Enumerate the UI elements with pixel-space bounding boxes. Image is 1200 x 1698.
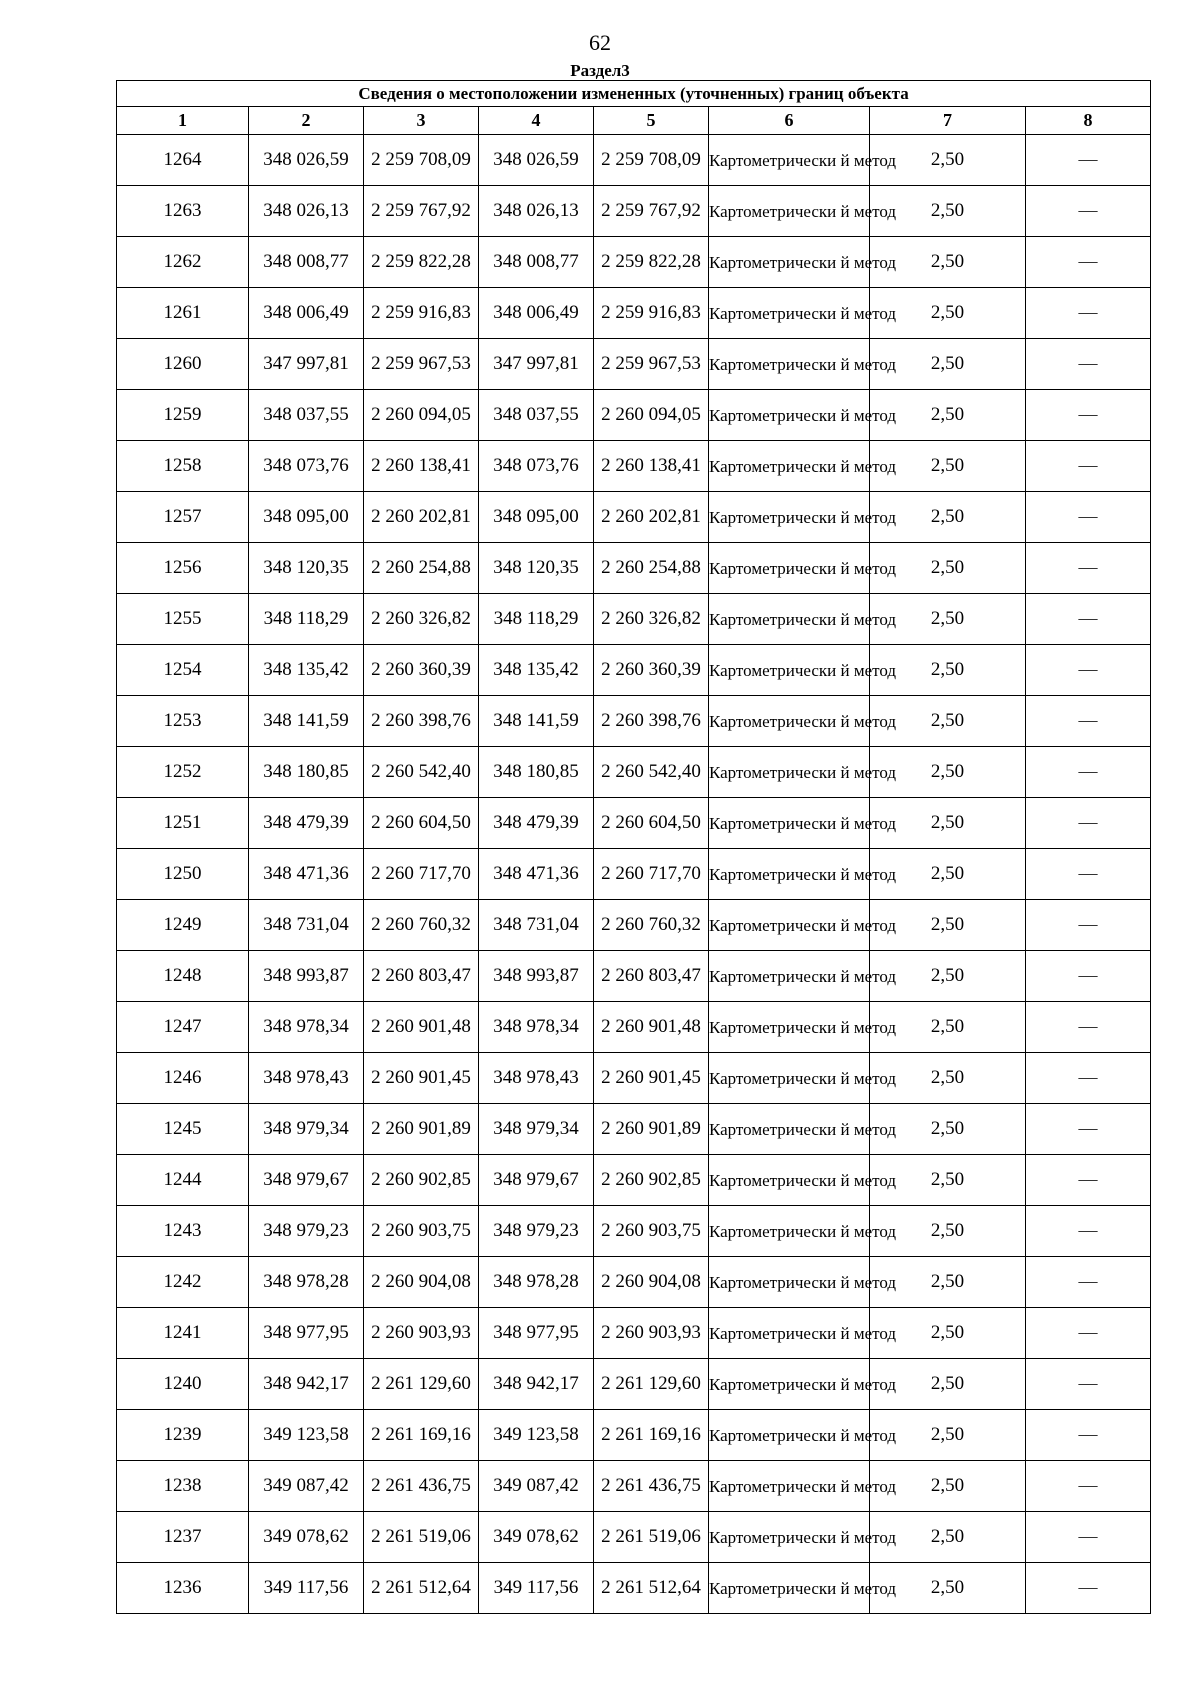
point-number-cell: 1262: [117, 237, 249, 288]
table-caption-row: [117, 81, 1151, 107]
y-refined-cell: 2 260 542,40: [594, 747, 709, 798]
x-existing-cell: 348 135,42: [249, 645, 364, 696]
y-existing-cell: 2 260 903,93: [364, 1308, 479, 1359]
precision-cell: 2,50: [870, 951, 1026, 1002]
method-cell: Картометрически й метод: [709, 492, 870, 543]
method-cell: Картометрически й метод: [709, 696, 870, 747]
table-row: [117, 492, 1151, 543]
x-refined-cell: 348 141,59: [479, 696, 594, 747]
table-row: [117, 594, 1151, 645]
method-cell: Картометрически й метод: [709, 1410, 870, 1461]
column-header: 2: [249, 107, 364, 135]
y-existing-cell: 2 259 767,92: [364, 186, 479, 237]
y-existing-cell: 2 261 129,60: [364, 1359, 479, 1410]
x-existing-cell: 348 120,35: [249, 543, 364, 594]
point-number-cell: 1260: [117, 339, 249, 390]
table-row: [117, 747, 1151, 798]
x-refined-cell: 348 073,76: [479, 441, 594, 492]
point-number-cell: 1237: [117, 1512, 249, 1563]
precision-cell: 2,50: [870, 492, 1026, 543]
y-existing-cell: 2 259 916,83: [364, 288, 479, 339]
note-cell: —: [1026, 339, 1151, 390]
y-existing-cell: 2 260 901,89: [364, 1104, 479, 1155]
x-refined-cell: 348 979,23: [479, 1206, 594, 1257]
y-refined-cell: 2 259 708,09: [594, 135, 709, 186]
note-cell: —: [1026, 1359, 1151, 1410]
x-refined-cell: 348 135,42: [479, 645, 594, 696]
table-row: [117, 1359, 1151, 1410]
precision-cell: 2,50: [870, 1257, 1026, 1308]
y-refined-cell: 2 261 169,16: [594, 1410, 709, 1461]
y-existing-cell: 2 260 542,40: [364, 747, 479, 798]
y-refined-cell: 2 260 202,81: [594, 492, 709, 543]
x-refined-cell: 348 942,17: [479, 1359, 594, 1410]
y-refined-cell: 2 261 519,06: [594, 1512, 709, 1563]
point-number-cell: 1256: [117, 543, 249, 594]
point-number-cell: 1261: [117, 288, 249, 339]
precision-cell: 2,50: [870, 798, 1026, 849]
note-cell: —: [1026, 492, 1151, 543]
table-row: [117, 1257, 1151, 1308]
note-cell: —: [1026, 1308, 1151, 1359]
table-body: [117, 135, 1151, 1614]
point-number-cell: 1244: [117, 1155, 249, 1206]
y-refined-cell: 2 260 903,93: [594, 1308, 709, 1359]
table-row: [117, 1206, 1151, 1257]
note-cell: —: [1026, 135, 1151, 186]
method-cell: Картометрически й метод: [709, 1053, 870, 1104]
x-existing-cell: 348 731,04: [249, 900, 364, 951]
note-cell: —: [1026, 288, 1151, 339]
point-number-cell: 1241: [117, 1308, 249, 1359]
column-header: 8: [1026, 107, 1151, 135]
precision-cell: 2,50: [870, 1104, 1026, 1155]
y-refined-cell: 2 259 822,28: [594, 237, 709, 288]
precision-cell: 2,50: [870, 1359, 1026, 1410]
column-header-row: [117, 107, 1151, 135]
y-refined-cell: 2 260 717,70: [594, 849, 709, 900]
table-row: [117, 390, 1151, 441]
point-number-cell: 1255: [117, 594, 249, 645]
page-number: 62: [589, 30, 611, 55]
method-cell: Картометрически й метод: [709, 1461, 870, 1512]
note-cell: —: [1026, 1563, 1151, 1614]
point-number-cell: 1252: [117, 747, 249, 798]
x-refined-cell: 348 008,77: [479, 237, 594, 288]
y-existing-cell: 2 260 138,41: [364, 441, 479, 492]
table-row: [117, 186, 1151, 237]
note-cell: —: [1026, 237, 1151, 288]
x-refined-cell: 348 026,13: [479, 186, 594, 237]
precision-cell: 2,50: [870, 594, 1026, 645]
y-refined-cell: 2 260 901,89: [594, 1104, 709, 1155]
table-row: [117, 237, 1151, 288]
x-existing-cell: 348 977,95: [249, 1308, 364, 1359]
table-caption: Сведения о местоположении измененных (уточненных) границ объекта: [117, 81, 1151, 107]
method-cell: Картометрически й метод: [709, 1155, 870, 1206]
method-cell: Картометрически й метод: [709, 900, 870, 951]
table-row: [117, 696, 1151, 747]
note-cell: —: [1026, 594, 1151, 645]
x-refined-cell: 348 979,67: [479, 1155, 594, 1206]
point-number-cell: 1263: [117, 186, 249, 237]
note-cell: —: [1026, 186, 1151, 237]
table-row: [117, 441, 1151, 492]
table-row: [117, 900, 1151, 951]
note-cell: —: [1026, 900, 1151, 951]
method-cell: Картометрически й метод: [709, 747, 870, 798]
note-cell: —: [1026, 543, 1151, 594]
x-existing-cell: 348 471,36: [249, 849, 364, 900]
y-refined-cell: 2 260 760,32: [594, 900, 709, 951]
method-cell: Картометрически й метод: [709, 1104, 870, 1155]
precision-cell: 2,50: [870, 645, 1026, 696]
point-number-cell: 1253: [117, 696, 249, 747]
point-number-cell: 1242: [117, 1257, 249, 1308]
y-existing-cell: 2 260 901,48: [364, 1002, 479, 1053]
x-existing-cell: 348 141,59: [249, 696, 364, 747]
y-existing-cell: 2 260 901,45: [364, 1053, 479, 1104]
note-cell: —: [1026, 1053, 1151, 1104]
note-cell: —: [1026, 645, 1151, 696]
table-row: [117, 288, 1151, 339]
point-number-cell: 1248: [117, 951, 249, 1002]
method-cell: Картометрически й метод: [709, 1308, 870, 1359]
point-number-cell: 1258: [117, 441, 249, 492]
note-cell: —: [1026, 951, 1151, 1002]
x-refined-cell: 348 993,87: [479, 951, 594, 1002]
precision-cell: 2,50: [870, 1155, 1026, 1206]
x-existing-cell: 348 993,87: [249, 951, 364, 1002]
method-cell: Картометрически й метод: [709, 441, 870, 492]
point-number-cell: 1251: [117, 798, 249, 849]
precision-cell: 2,50: [870, 1512, 1026, 1563]
y-existing-cell: 2 260 398,76: [364, 696, 479, 747]
x-existing-cell: 348 979,23: [249, 1206, 364, 1257]
note-cell: —: [1026, 1155, 1151, 1206]
method-cell: Картометрически й метод: [709, 339, 870, 390]
y-refined-cell: 2 260 604,50: [594, 798, 709, 849]
point-number-cell: 1245: [117, 1104, 249, 1155]
method-cell: Картометрически й метод: [709, 1563, 870, 1614]
x-existing-cell: 348 118,29: [249, 594, 364, 645]
method-cell: Картометрически й метод: [709, 798, 870, 849]
column-header: 3: [364, 107, 479, 135]
y-existing-cell: 2 260 760,32: [364, 900, 479, 951]
y-existing-cell: 2 260 094,05: [364, 390, 479, 441]
method-cell: Картометрически й метод: [709, 951, 870, 1002]
x-refined-cell: 348 026,59: [479, 135, 594, 186]
precision-cell: 2,50: [870, 543, 1026, 594]
note-cell: —: [1026, 441, 1151, 492]
x-refined-cell: 348 731,04: [479, 900, 594, 951]
x-refined-cell: 348 978,43: [479, 1053, 594, 1104]
method-cell: Картометрически й метод: [709, 645, 870, 696]
note-cell: —: [1026, 849, 1151, 900]
y-existing-cell: 2 261 512,64: [364, 1563, 479, 1614]
point-number-cell: 1264: [117, 135, 249, 186]
table-row: [117, 1104, 1151, 1155]
precision-cell: 2,50: [870, 441, 1026, 492]
precision-cell: 2,50: [870, 1563, 1026, 1614]
x-refined-cell: 348 095,00: [479, 492, 594, 543]
precision-cell: 2,50: [870, 1002, 1026, 1053]
y-existing-cell: 2 261 519,06: [364, 1512, 479, 1563]
note-cell: —: [1026, 1104, 1151, 1155]
y-refined-cell: 2 260 902,85: [594, 1155, 709, 1206]
note-cell: —: [1026, 1512, 1151, 1563]
x-existing-cell: 348 979,67: [249, 1155, 364, 1206]
x-refined-cell: 348 471,36: [479, 849, 594, 900]
table-row: [117, 1563, 1151, 1614]
y-refined-cell: 2 259 967,53: [594, 339, 709, 390]
precision-cell: 2,50: [870, 1461, 1026, 1512]
x-refined-cell: 348 037,55: [479, 390, 594, 441]
method-cell: Картометрически й метод: [709, 594, 870, 645]
method-cell: Картометрически й метод: [709, 288, 870, 339]
column-header: 7: [870, 107, 1026, 135]
y-existing-cell: 2 260 717,70: [364, 849, 479, 900]
x-refined-cell: 348 979,34: [479, 1104, 594, 1155]
y-refined-cell: 2 259 767,92: [594, 186, 709, 237]
note-cell: —: [1026, 1410, 1151, 1461]
table-row: [117, 339, 1151, 390]
y-existing-cell: 2 261 169,16: [364, 1410, 479, 1461]
y-refined-cell: 2 260 903,75: [594, 1206, 709, 1257]
x-existing-cell: 348 095,00: [249, 492, 364, 543]
table-row: [117, 1053, 1151, 1104]
y-existing-cell: 2 260 202,81: [364, 492, 479, 543]
y-refined-cell: 2 260 138,41: [594, 441, 709, 492]
precision-cell: 2,50: [870, 339, 1026, 390]
y-existing-cell: 2 260 326,82: [364, 594, 479, 645]
y-existing-cell: 2 260 360,39: [364, 645, 479, 696]
x-refined-cell: 348 118,29: [479, 594, 594, 645]
precision-cell: 2,50: [870, 135, 1026, 186]
method-cell: Картометрически й метод: [709, 849, 870, 900]
x-existing-cell: 348 942,17: [249, 1359, 364, 1410]
precision-cell: 2,50: [870, 747, 1026, 798]
precision-cell: 2,50: [870, 849, 1026, 900]
precision-cell: 2,50: [870, 186, 1026, 237]
y-existing-cell: 2 260 903,75: [364, 1206, 479, 1257]
table-row: [117, 849, 1151, 900]
table-row: [117, 1461, 1151, 1512]
method-cell: Картометрически й метод: [709, 1359, 870, 1410]
y-existing-cell: 2 260 604,50: [364, 798, 479, 849]
y-refined-cell: 2 261 512,64: [594, 1563, 709, 1614]
table-row: [117, 543, 1151, 594]
column-header: 6: [709, 107, 870, 135]
method-cell: Картометрически й метод: [709, 237, 870, 288]
note-cell: —: [1026, 696, 1151, 747]
section-title: Раздел3: [570, 61, 630, 80]
x-existing-cell: 348 008,77: [249, 237, 364, 288]
point-number-cell: 1247: [117, 1002, 249, 1053]
x-refined-cell: 349 087,42: [479, 1461, 594, 1512]
precision-cell: 2,50: [870, 390, 1026, 441]
point-number-cell: 1259: [117, 390, 249, 441]
y-refined-cell: 2 260 904,08: [594, 1257, 709, 1308]
note-cell: —: [1026, 1206, 1151, 1257]
x-refined-cell: 349 117,56: [479, 1563, 594, 1614]
precision-cell: 2,50: [870, 696, 1026, 747]
note-cell: —: [1026, 1257, 1151, 1308]
x-existing-cell: 348 479,39: [249, 798, 364, 849]
y-existing-cell: 2 259 967,53: [364, 339, 479, 390]
y-existing-cell: 2 260 902,85: [364, 1155, 479, 1206]
x-existing-cell: 349 123,58: [249, 1410, 364, 1461]
y-existing-cell: 2 261 436,75: [364, 1461, 479, 1512]
point-number-cell: 1240: [117, 1359, 249, 1410]
x-refined-cell: 348 180,85: [479, 747, 594, 798]
point-number-cell: 1249: [117, 900, 249, 951]
table-row: [117, 1308, 1151, 1359]
method-cell: Картометрически й метод: [709, 390, 870, 441]
y-existing-cell: 2 260 803,47: [364, 951, 479, 1002]
point-number-cell: 1246: [117, 1053, 249, 1104]
y-refined-cell: 2 260 326,82: [594, 594, 709, 645]
x-refined-cell: 348 978,28: [479, 1257, 594, 1308]
table-row: [117, 1512, 1151, 1563]
y-existing-cell: 2 260 904,08: [364, 1257, 479, 1308]
method-cell: Картометрически й метод: [709, 1512, 870, 1563]
point-number-cell: 1238: [117, 1461, 249, 1512]
x-existing-cell: 348 073,76: [249, 441, 364, 492]
y-refined-cell: 2 260 254,88: [594, 543, 709, 594]
point-number-cell: 1239: [117, 1410, 249, 1461]
y-refined-cell: 2 261 436,75: [594, 1461, 709, 1512]
y-existing-cell: 2 260 254,88: [364, 543, 479, 594]
column-header: 4: [479, 107, 594, 135]
point-number-cell: 1243: [117, 1206, 249, 1257]
table-row: [117, 135, 1151, 186]
y-refined-cell: 2 260 803,47: [594, 951, 709, 1002]
method-cell: Картометрически й метод: [709, 1257, 870, 1308]
precision-cell: 2,50: [870, 237, 1026, 288]
note-cell: —: [1026, 798, 1151, 849]
table-row: [117, 951, 1151, 1002]
table-row: [117, 1002, 1151, 1053]
column-header: 5: [594, 107, 709, 135]
x-existing-cell: 348 978,43: [249, 1053, 364, 1104]
y-existing-cell: 2 259 708,09: [364, 135, 479, 186]
precision-cell: 2,50: [870, 900, 1026, 951]
y-refined-cell: 2 260 094,05: [594, 390, 709, 441]
point-number-cell: 1236: [117, 1563, 249, 1614]
method-cell: Картометрически й метод: [709, 543, 870, 594]
x-existing-cell: 349 087,42: [249, 1461, 364, 1512]
x-refined-cell: 347 997,81: [479, 339, 594, 390]
x-existing-cell: 347 997,81: [249, 339, 364, 390]
precision-cell: 2,50: [870, 288, 1026, 339]
table-row: [117, 1155, 1151, 1206]
note-cell: —: [1026, 1461, 1151, 1512]
y-existing-cell: 2 259 822,28: [364, 237, 479, 288]
method-cell: Картометрически й метод: [709, 135, 870, 186]
x-existing-cell: 348 006,49: [249, 288, 364, 339]
x-existing-cell: 348 037,55: [249, 390, 364, 441]
column-header: 1: [117, 107, 249, 135]
x-existing-cell: 348 026,59: [249, 135, 364, 186]
method-cell: Картометрически й метод: [709, 1002, 870, 1053]
x-refined-cell: 348 120,35: [479, 543, 594, 594]
x-existing-cell: 348 026,13: [249, 186, 364, 237]
x-existing-cell: 348 978,28: [249, 1257, 364, 1308]
coordinates-table: [116, 80, 1151, 1614]
x-existing-cell: 348 979,34: [249, 1104, 364, 1155]
note-cell: —: [1026, 747, 1151, 798]
x-existing-cell: 349 078,62: [249, 1512, 364, 1563]
precision-cell: 2,50: [870, 1206, 1026, 1257]
table-row: [117, 645, 1151, 696]
point-number-cell: 1254: [117, 645, 249, 696]
precision-cell: 2,50: [870, 1308, 1026, 1359]
y-refined-cell: 2 260 360,39: [594, 645, 709, 696]
table-row: [117, 798, 1151, 849]
note-cell: —: [1026, 1002, 1151, 1053]
x-existing-cell: 348 180,85: [249, 747, 364, 798]
x-refined-cell: 348 479,39: [479, 798, 594, 849]
y-refined-cell: 2 261 129,60: [594, 1359, 709, 1410]
point-number-cell: 1250: [117, 849, 249, 900]
x-refined-cell: 349 123,58: [479, 1410, 594, 1461]
y-refined-cell: 2 259 916,83: [594, 288, 709, 339]
table-row: [117, 1410, 1151, 1461]
x-refined-cell: 348 978,34: [479, 1002, 594, 1053]
method-cell: Картометрически й метод: [709, 186, 870, 237]
x-refined-cell: 348 977,95: [479, 1308, 594, 1359]
x-existing-cell: 348 978,34: [249, 1002, 364, 1053]
x-existing-cell: 349 117,56: [249, 1563, 364, 1614]
y-refined-cell: 2 260 901,48: [594, 1002, 709, 1053]
precision-cell: 2,50: [870, 1053, 1026, 1104]
x-refined-cell: 349 078,62: [479, 1512, 594, 1563]
note-cell: —: [1026, 390, 1151, 441]
y-refined-cell: 2 260 398,76: [594, 696, 709, 747]
method-cell: Картометрически й метод: [709, 1206, 870, 1257]
y-refined-cell: 2 260 901,45: [594, 1053, 709, 1104]
x-refined-cell: 348 006,49: [479, 288, 594, 339]
point-number-cell: 1257: [117, 492, 249, 543]
precision-cell: 2,50: [870, 1410, 1026, 1461]
